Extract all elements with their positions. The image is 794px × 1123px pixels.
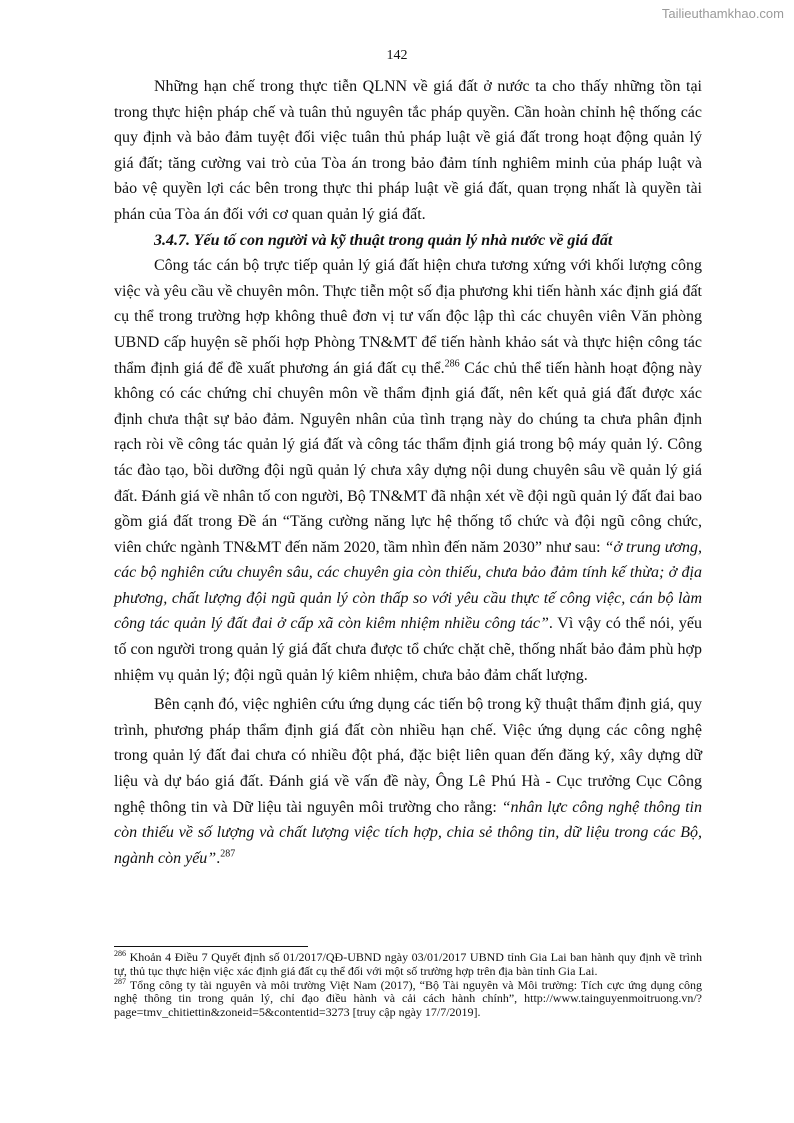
footnote-287 [114, 976, 702, 1020]
paragraph-2 [114, 253, 702, 688]
paragraph-3-quote: “nhân lực công nghệ thông tin còn thiếu về số lượng và chất lượng việc tích hợp, chia sẻ thông tin, dữ liệu trong các Bộ, ngành còn yếu” [114, 798, 702, 867]
footnote-text: Tổng công ty tài nguyên và môi trường Việt Nam (2017), “Bộ Tài nguyên và Môi trường: Tích cực ứng dụng công nghệ thông tin trong quản lý, chỉ đạo điều hành và cải cách hành chính”, http://www.tainguyenmoitruong.vn/?page=tmv_chitiettin&zoneid=5&contentid=3273 [truy cập ngày 17/7/2019]. [114, 977, 702, 1020]
section-heading: 3.4.7. Yếu tố con người và kỹ thuật trong quản lý nhà nước về giá đất [154, 231, 613, 249]
footnote-text: Khoản 4 Điều 7 Quyết định số 01/2017/QĐ-UBND ngày 03/01/2017 UBND tỉnh Gia Lai ban hành quy định về trình tự, thủ tục thực hiện việc xác định giá đất cụ thể đối với một số trường hợp trên địa bàn tỉnh Gia Lai. [114, 950, 702, 978]
paragraph-2-text-a: Công tác cán bộ trực tiếp quản lý giá đất hiện chưa tương xứng với khối lượng công việc và yêu cầu về chuyên môn. Thực tiễn một số địa phương khi tiến hành xác định giá đất cụ thể trong trường hợp không thuê đơn vị tư vấn độc lập thì các chuyên viên Văn phòng UBND cấp huyện sẽ phối hợp Phòng TN&MT để tiến hành khảo sát và thực hiện công tác thẩm định giá để đề xuất phương án giá đất cụ thể. [114, 257, 702, 377]
footnote-divider [114, 946, 308, 947]
footnotes [114, 951, 702, 1020]
paragraph-2-quote: “ở trung ương, các bộ nghiên cứu chuyên sâu, các chuyên gia còn thiếu, chưa bảo đảm tính kế thừa; ở địa phương, chất lượng đội ngũ quản lý còn thấp so với yêu cầu thực tế công việc, cán bộ làm công tác quản lý đất đai ở cấp xã còn kiêm nhiệm nhiều công tác” [114, 538, 702, 633]
paragraph-1: Những hạn chế trong thực tiễn QLNN về giá đất ở nước ta cho thấy những tồn tại trong thực hiện pháp chế và tuân thủ nguyên tắc pháp quyền. Cần hoàn chỉnh hệ thống các quy định và bảo đảm tuyệt đối việc tuân thủ pháp luật về giá đất trong hoạt động quản lý giá đất; tăng cường vai trò của Tòa án trong bảo đảm tính nghiêm minh của pháp luật và bảo vệ quyền lợi các bên trong thực thi pháp luật về giá đất, quan trọng nhất là quyền tài phán của Tòa án đối với cơ quan quản lý giá đất. [114, 78, 702, 223]
paragraph-3 [114, 692, 702, 871]
footnote-ref-286[interactable]: 286 [444, 358, 460, 370]
paragraph-3-end: . [216, 849, 221, 867]
paragraph-3-text: Bên cạnh đó, việc nghiên cứu ứng dụng các tiến bộ trong kỹ thuật thẩm định giá, quy trình, phương pháp thẩm định giá đất còn nhiều hạn chế. Việc ứng dụng các công nghệ trong quản lý đất đai chưa có nhiều đột phá, đặc biệt liên quan đến đăng ký, xây dựng dữ liệu và dự báo giá đất. Đánh giá về vấn đề này, Ông Lê Phú Hà - Cục trưởng Cục Công nghệ thông tin và Dữ liệu tài nguyên môi trường cho rằng: [114, 696, 702, 816]
paragraph-2-text-b: Các chủ thể tiến hành hoạt động này không có các chứng chỉ chuyên môn về thẩm định giá đất, nên kết quả giá đất được xác định chưa thật sự bảo đảm. Nguyên nhân của tình trạng này do chúng ta chưa phân định rạch ròi về công tác quản lý giá đất và công tác thẩm định giá trong bộ máy quản lý. Công tác đào tạo, bồi dưỡng đội ngũ quản lý chưa xây dựng nội dung chuyên sâu về quản lý giá đất. Đánh giá về nhân tố con người, Bộ TN&MT đã nhận xét về đội ngũ quản lý đất đai bao gồm giá đất trong Đề án “Tăng cường năng lực hệ thống tổ chức và đội ngũ công chức, viên chức ngành TN&MT đến năm 2020, tầm nhìn đến năm 2030” như sau: [114, 359, 702, 556]
footnote-ref-287[interactable]: 287 [220, 848, 236, 860]
footnote-mark: 286 [114, 949, 126, 958]
body-text [114, 74, 702, 871]
page-number: 142 [386, 48, 408, 63]
watermark: Tailieuthamkhao.com [661, 6, 784, 21]
paragraph-2-text-c: . Vì vậy có thể nói, yếu tố con người trong quản lý giá đất chưa được tổ chức chặt chẽ, thống nhất bảo đảm phù hợp nhiệm vụ quản lý; đội ngũ quản lý kiêm nhiệm, chưa bảo đảm chất lượng. [114, 615, 702, 684]
footnote-mark: 287 [114, 976, 126, 986]
footnote-286 [114, 951, 702, 979]
